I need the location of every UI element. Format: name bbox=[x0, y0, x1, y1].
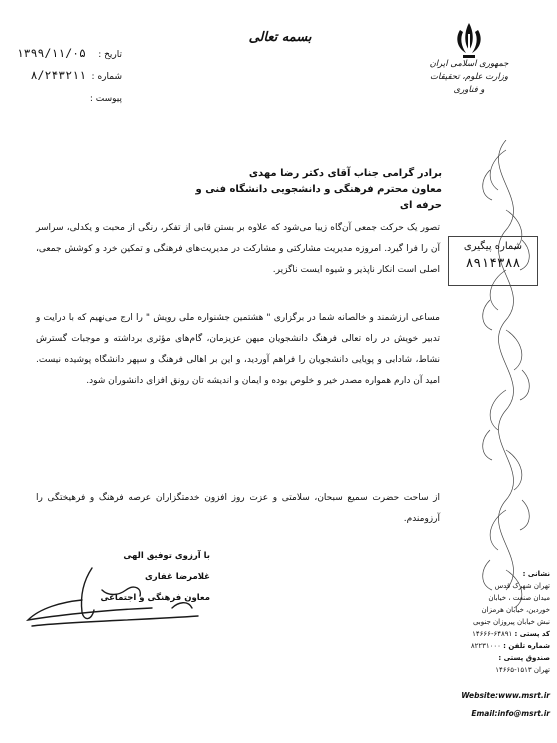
iran-emblem-icon bbox=[452, 20, 486, 60]
number-label: شماره : bbox=[91, 72, 122, 82]
phone-number: شماره تلفن : ۸۲۲۳۱۰۰۰ bbox=[470, 642, 550, 650]
address-line2: میدان صنعت ، خیابان bbox=[488, 594, 550, 602]
body-paragraph-2: مساعی ارزشمند و خالصانه شما در برگزاری " هشتمین جشنواره ملی رویش " را ارج می‌نهیم که با درایت و تدبیر خویش در راه تعالی فرهنگ دانشجویان میهن عزیزمان، گام‌های مؤثری برداشته و موجبات گسترش نشاط، شادابی و پویایی دانشجویان را فراهم آوردید، و این بر اهالی فرهنگ و سپهر دانشگاه پوشیده نیست. امید آن دارم همواره مصدر خیر و خلوص بوده و ایمان و اندیشه تان رونق افزای دانشوران شود. bbox=[36, 313, 440, 386]
address-line1: تهران شهرک قدس bbox=[494, 582, 550, 590]
signatory-title: معاون فرهنگی و اجتماعی bbox=[100, 593, 210, 603]
basmala: بسمه تعالی bbox=[248, 30, 312, 45]
body-paragraph-3: از ساحت حضرت سمیع سبحان، سلامتی و عزت روز افزون خدمتگزاران عرصه فرهنگ و فرهیختگی را آرزومندم. bbox=[36, 493, 440, 524]
tracking-box bbox=[448, 236, 538, 286]
ministry-line1: جمهوری اسلامی ایران bbox=[429, 59, 509, 69]
tracking-label: شماره پیگیری bbox=[463, 241, 523, 252]
recipient-line1: برادر گرامی جناب آقای دکتر رضا مهدی bbox=[248, 168, 442, 179]
website-link[interactable]: Website:www.msrt.ir bbox=[461, 691, 550, 700]
address-line3: خوردین، خیابان هرمزان bbox=[481, 606, 550, 614]
tracking-number: ۸۹۱۴۳۸۸ bbox=[465, 256, 521, 271]
postal-code: کد پستی : ۶۴۸۹۱-۱۴۶۶۶ bbox=[472, 630, 550, 638]
decorative-leaf-border bbox=[470, 140, 542, 610]
address-label: نشانی : bbox=[522, 570, 550, 578]
date-label: تاریخ : bbox=[98, 50, 122, 60]
date-value: ۱۳۹۹/۱۱/۰۵ bbox=[16, 46, 86, 60]
body-paragraph-1: تصور یک حرکت جمعی آن‌گاه زیبا می‌شود که علاوه بر بستن قابی از تفکر، رنگی از محبت و یکدلی، سراسر آن را فرا گیرد. امروزه مدیریت مشارکتی و مشارکت در مدیریت‌های فرهنگی و تمکین خرد و کوشش جمعی، اصلی است انکار ناپذیر و شیوه ایست ناگزیر. bbox=[36, 223, 440, 275]
address-line4: نبش خیابان پیروزان جنوبی bbox=[472, 618, 550, 626]
number-value: ۸/۲۴۳۲۱۱ bbox=[30, 68, 86, 82]
attachment-label: پیوست : bbox=[89, 94, 122, 104]
ministry-name bbox=[428, 58, 510, 97]
ministry-line2: وزارت علوم، تحقیقات و فناوری bbox=[430, 72, 508, 95]
signatory-name: غلامرضا غفاری bbox=[145, 572, 210, 582]
signature-closing: با آرزوی توفیق الهی bbox=[123, 551, 210, 561]
po-box-value: تهران ۱۵۱۳-۱۴۶۶۵ bbox=[495, 666, 550, 674]
email-link[interactable]: Email:info@msrt.ir bbox=[471, 709, 550, 718]
po-box-label: صندوق پستی : bbox=[498, 654, 550, 662]
handwritten-signature-icon bbox=[22, 560, 212, 640]
recipient-line2: معاون محترم فرهنگی و دانشجویی دانشگاه فنی و حرفه ای bbox=[195, 184, 442, 211]
